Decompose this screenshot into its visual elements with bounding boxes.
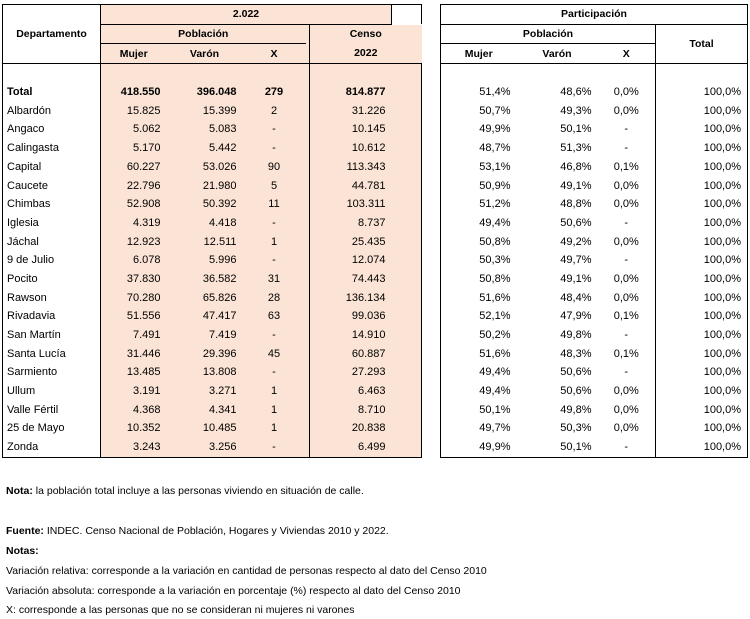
share-row	[441, 195, 748, 214]
x-share: -	[624, 254, 629, 267]
total-share: 100,0%	[656, 400, 748, 419]
x-value: -	[243, 214, 306, 233]
mujer-share: 50,8%	[441, 270, 517, 289]
mujer-value: 7.491	[101, 326, 167, 345]
varon-value: 50.392	[167, 195, 243, 214]
department-name: 25 de Mayo	[3, 419, 101, 438]
department-row	[3, 363, 422, 382]
department-name: Zonda	[3, 438, 101, 457]
mujer-share: 50,3%	[441, 251, 517, 270]
varon-share: 50,1%	[517, 438, 598, 457]
department-row	[3, 158, 422, 177]
censo-value: 8.737	[310, 214, 392, 233]
x-share: 0,0%	[613, 403, 639, 416]
varon-value: 47.417	[167, 307, 243, 326]
total-share: 100,0%	[656, 176, 748, 195]
total-share: 100,0%	[656, 139, 748, 158]
department-name: Total	[3, 83, 101, 102]
varon-share: 49,1%	[560, 272, 592, 285]
share-row	[441, 419, 748, 438]
mujer-share: 50,1%	[441, 400, 517, 419]
mujer-value: 37.830	[101, 270, 167, 289]
x-share: 0,1%	[613, 347, 639, 360]
mujer-share: 49,4%	[441, 382, 517, 401]
varon-share: 48,8%	[560, 198, 592, 211]
department-name: Capital	[3, 158, 101, 177]
censo-value: 74.443	[310, 270, 392, 289]
department-name: Sarmiento	[3, 363, 101, 382]
varon-share: 50,6%	[560, 216, 592, 229]
mujer-value: 6.078	[101, 251, 167, 270]
mujer-value: 4.319	[101, 214, 167, 233]
notas-line-3: X: corresponde a las personas que no se consideran ni mujeres ni varones	[6, 604, 355, 616]
total-header: Total	[656, 24, 748, 63]
varon-value: 3.256	[167, 438, 243, 457]
share-row	[441, 363, 748, 382]
total-share: 100,0%	[656, 270, 748, 289]
x-value: -	[243, 326, 306, 345]
total-share: 100,0%	[656, 288, 748, 307]
share-row	[441, 344, 748, 363]
varon-value: 12.511	[167, 232, 243, 251]
department-row	[3, 419, 422, 438]
varon-share: 46,8%	[560, 160, 592, 173]
department-name: Iglesia	[3, 214, 101, 233]
notas-line-2: Variación absoluta: corresponde a la variación en porcentaje (%) respecto al dato del Censo 2010	[6, 585, 461, 597]
department-name: San Martín	[3, 326, 101, 345]
x-value: -	[243, 438, 306, 457]
varon-share: 49,2%	[560, 235, 592, 248]
varon-share: 50,1%	[560, 123, 592, 136]
varon-value: 53.026	[167, 158, 243, 177]
participation-table	[440, 4, 748, 458]
right-x-header: X	[598, 44, 656, 64]
varon-header: Varón	[167, 44, 243, 64]
varon-value: 396.048	[167, 83, 243, 102]
mujer-share: 50,9%	[441, 176, 517, 195]
total-row	[3, 83, 422, 102]
department-name: Jáchal	[3, 232, 101, 251]
x-share: 0,0%	[613, 104, 639, 117]
department-row	[3, 139, 422, 158]
x-value: 1	[243, 382, 306, 401]
censo-value: 6.499	[310, 438, 392, 457]
department-row	[3, 400, 422, 419]
department-row	[3, 307, 422, 326]
x-share: 0,0%	[613, 198, 639, 211]
varon-value: 4.341	[167, 400, 243, 419]
total-share: 100,0%	[656, 232, 748, 251]
censo-value: 27.293	[310, 363, 392, 382]
x-share: -	[598, 438, 656, 457]
mujer-share: 51,2%	[441, 195, 517, 214]
mujer-share: 50,2%	[441, 326, 517, 345]
department-name: Chimbas	[3, 195, 101, 214]
year-header: 2.022	[101, 5, 392, 25]
varon-share: 49,7%	[560, 254, 592, 267]
varon-share: 49,1%	[560, 179, 592, 192]
varon-share: 48,4%	[560, 291, 592, 304]
mujer-value: 60.227	[101, 158, 167, 177]
censo-value: 14.910	[310, 326, 392, 345]
mujer-share: 51,6%	[441, 344, 517, 363]
censo-value: 814.877	[310, 83, 392, 102]
x-value: -	[243, 363, 306, 382]
varon-value: 13.808	[167, 363, 243, 382]
mujer-value: 418.550	[101, 83, 167, 102]
x-value: 2	[243, 101, 306, 120]
mujer-share: 49,9%	[441, 120, 517, 139]
x-value: 1	[243, 419, 306, 438]
department-name: Ullum	[3, 382, 101, 401]
mujer-share: 49,4%	[441, 214, 517, 233]
censo-value: 6.463	[310, 382, 392, 401]
right-varon-header: Varón	[517, 44, 598, 64]
notas-line-1: Variación relativa: corresponde a la variación en cantidad de personas respecto al dato del Censo 2010	[6, 565, 487, 577]
x-share: -	[624, 216, 629, 229]
x-share: 0,0%	[613, 179, 639, 192]
censo-value: 99.036	[310, 307, 392, 326]
poblacion-header: Población	[101, 24, 306, 44]
department-name: Santa Lucía	[3, 344, 101, 363]
mujer-share: 49,7%	[441, 419, 517, 438]
x-header: X	[243, 44, 306, 64]
department-name: Albardón	[3, 101, 101, 120]
nota-line: Nota: la población total incluye a las personas viviendo en situación de calle.	[6, 485, 364, 497]
share-row	[441, 288, 748, 307]
varon-value: 4.418	[167, 214, 243, 233]
total-share: 100,0%	[656, 344, 748, 363]
mujer-header: Mujer	[101, 44, 167, 64]
varon-value: 65.826	[167, 288, 243, 307]
total-share: 100,0%	[656, 83, 748, 102]
department-row	[3, 251, 422, 270]
mujer-value: 22.796	[101, 176, 167, 195]
varon-value: 21.980	[167, 176, 243, 195]
mujer-share: 53,1%	[441, 158, 517, 177]
mujer-share: 51,6%	[441, 288, 517, 307]
varon-share: 47,9%	[560, 310, 592, 323]
mujer-share: 52,1%	[441, 307, 517, 326]
x-value: 45	[243, 344, 306, 363]
fuente-line: Fuente: INDEC. Censo Nacional de Población, Hogares y Viviendas 2010 y 2022.	[6, 525, 389, 537]
x-value: 1	[243, 232, 306, 251]
censo-value: 31.226	[310, 101, 392, 120]
mujer-share: 48,7%	[441, 139, 517, 158]
x-share: 0,0%	[613, 235, 639, 248]
censo-year-header: 2022	[310, 44, 422, 64]
department-name: Rivadavia	[3, 307, 101, 326]
varon-share: 48,3%	[560, 347, 592, 360]
department-row	[3, 195, 422, 214]
department-row	[3, 288, 422, 307]
censo-value: 113.343	[310, 158, 392, 177]
total-share: 100,0%	[656, 438, 748, 457]
department-row	[3, 176, 422, 195]
total-share: 100,0%	[656, 363, 748, 382]
share-row	[441, 232, 748, 251]
total-share: 100,0%	[656, 214, 748, 233]
mujer-share: 51,4%	[441, 83, 517, 102]
total-share: 100,0%	[656, 195, 748, 214]
total-share: 100,0%	[656, 158, 748, 177]
x-share: -	[624, 142, 629, 155]
censo-value: 25.435	[310, 232, 392, 251]
share-row	[441, 400, 748, 419]
department-row	[3, 344, 422, 363]
x-share: 0,0%	[613, 422, 639, 435]
varon-share: 50,6%	[560, 366, 592, 379]
varon-share: 48,6%	[560, 86, 592, 99]
x-share: -	[624, 366, 629, 379]
participacion-header: Participación	[441, 5, 748, 25]
department-name: Rawson	[3, 288, 101, 307]
censo-header: Censo	[310, 24, 422, 44]
department-row	[3, 438, 422, 457]
x-share: 0,0%	[613, 385, 639, 398]
share-row	[441, 438, 748, 457]
x-value: 1	[243, 400, 306, 419]
notas-heading: Notas:	[6, 545, 39, 557]
department-row	[3, 270, 422, 289]
total-share: 100,0%	[656, 382, 748, 401]
x-value: -	[243, 139, 306, 158]
censo-value: 8.710	[310, 400, 392, 419]
censo-value: 136.134	[310, 288, 392, 307]
x-share: -	[624, 329, 629, 342]
censo-value: 20.838	[310, 419, 392, 438]
share-row	[441, 214, 748, 233]
population-table	[2, 4, 422, 458]
share-row	[441, 270, 748, 289]
mujer-value: 52.908	[101, 195, 167, 214]
mujer-value: 5.062	[101, 120, 167, 139]
mujer-value: 13.485	[101, 363, 167, 382]
varon-value: 5.083	[167, 120, 243, 139]
x-value: 11	[243, 195, 306, 214]
varon-value: 5.442	[167, 139, 243, 158]
total-share: 100,0%	[656, 101, 748, 120]
censo-value: 103.311	[310, 195, 392, 214]
varon-share: 50,6%	[560, 385, 592, 398]
right-mujer-header: Mujer	[441, 44, 517, 64]
x-value: 5	[243, 176, 306, 195]
censo-value: 10.145	[310, 120, 392, 139]
mujer-value: 70.280	[101, 288, 167, 307]
censo-value: 44.781	[310, 176, 392, 195]
total-share-row	[441, 83, 748, 102]
total-share: 100,0%	[656, 326, 748, 345]
x-value: -	[243, 251, 306, 270]
varon-value: 3.271	[167, 382, 243, 401]
x-share: -	[624, 123, 629, 136]
mujer-value: 5.170	[101, 139, 167, 158]
censo-value: 12.074	[310, 251, 392, 270]
mujer-value: 3.243	[101, 438, 167, 457]
department-name: Caucete	[3, 176, 101, 195]
censo-value: 60.887	[310, 344, 392, 363]
total-share: 100,0%	[656, 120, 748, 139]
varon-share: 49,8%	[560, 403, 592, 416]
share-row	[441, 382, 748, 401]
varon-value: 5.996	[167, 251, 243, 270]
x-value: 90	[243, 158, 306, 177]
total-share: 100,0%	[656, 307, 748, 326]
mujer-share: 49,4%	[441, 363, 517, 382]
varon-value: 29.396	[167, 344, 243, 363]
department-name: Calingasta	[3, 139, 101, 158]
total-share: 100,0%	[656, 419, 748, 438]
share-row	[441, 101, 748, 120]
department-row	[3, 101, 422, 120]
share-row	[441, 139, 748, 158]
mujer-share: 49,9%	[441, 438, 517, 457]
x-share: 0,0%	[613, 291, 639, 304]
x-value: 279	[243, 83, 306, 102]
department-row	[3, 382, 422, 401]
x-share: 0,1%	[613, 160, 639, 173]
share-row	[441, 307, 748, 326]
mujer-share: 50,7%	[441, 101, 517, 120]
share-row	[441, 158, 748, 177]
mujer-value: 12.923	[101, 232, 167, 251]
x-value: 63	[243, 307, 306, 326]
department-name: Angaco	[3, 120, 101, 139]
mujer-value: 4.368	[101, 400, 167, 419]
x-value: 28	[243, 288, 306, 307]
share-row	[441, 326, 748, 345]
department-name: Valle Fértil	[3, 400, 101, 419]
share-row	[441, 176, 748, 195]
department-name: Pocito	[3, 270, 101, 289]
x-value: -	[243, 120, 306, 139]
share-row	[441, 120, 748, 139]
department-name: 9 de Julio	[3, 251, 101, 270]
varon-value: 15.399	[167, 101, 243, 120]
department-row	[3, 326, 422, 345]
department-row	[3, 120, 422, 139]
department-row	[3, 232, 422, 251]
share-row	[441, 251, 748, 270]
varon-share: 50,3%	[560, 422, 592, 435]
mujer-share: 50,8%	[441, 232, 517, 251]
varon-value: 10.485	[167, 419, 243, 438]
varon-share: 51,3%	[560, 142, 592, 155]
mujer-value: 31.446	[101, 344, 167, 363]
mujer-value: 15.825	[101, 101, 167, 120]
x-value: 31	[243, 270, 306, 289]
x-share: 0,0%	[613, 272, 639, 285]
varon-value: 7.419	[167, 326, 243, 345]
right-poblacion-header: Población	[441, 24, 656, 44]
departamento-header: Departamento	[3, 5, 101, 64]
total-share: 100,0%	[656, 251, 748, 270]
censo-value: 10.612	[310, 139, 392, 158]
mujer-value: 51.556	[101, 307, 167, 326]
mujer-value: 3.191	[101, 382, 167, 401]
mujer-value: 10.352	[101, 419, 167, 438]
varon-value: 36.582	[167, 270, 243, 289]
varon-share: 49,8%	[560, 329, 592, 342]
varon-share: 49,3%	[560, 104, 592, 117]
department-row	[3, 214, 422, 233]
x-share: 0,0%	[613, 86, 639, 99]
x-share: 0,1%	[613, 310, 639, 323]
